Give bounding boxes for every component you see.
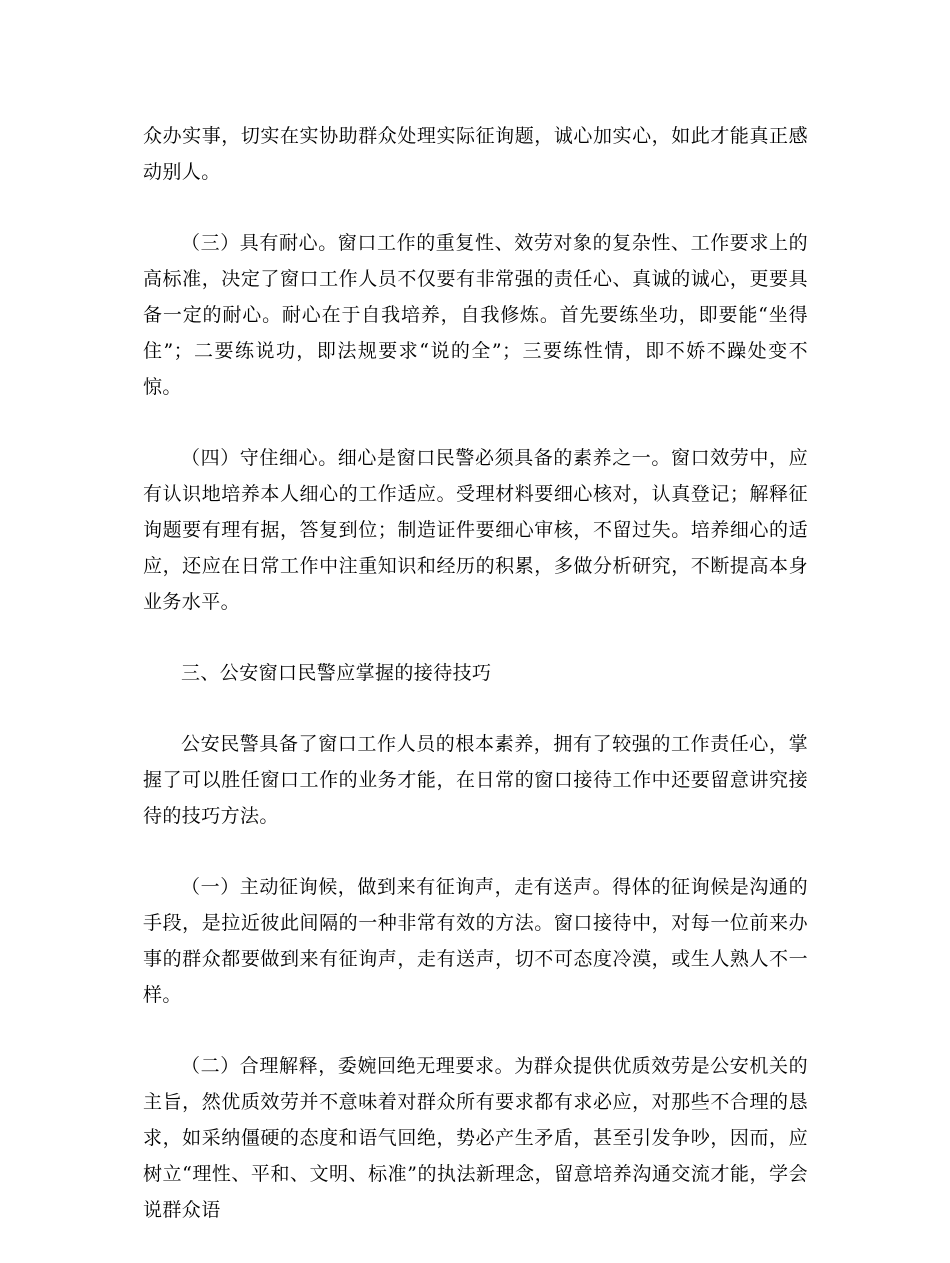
paragraph-continuation: 众办实事，切实在实协助群众处理实际征询题，诚心加实心，如此才能真正感动别人。 — [143, 125, 808, 183]
paragraph-carefulness: （四）守住细心。细心是窗口民警必须具备的素养之一。窗口效劳中，应有认识地培养本人细心的工作适应。受理材料要细心核对，认真登记；解释征询题要有理有据，答复到位；制造证件要细心审核，不留过失。培养细心的适应，还应在日常工作中注重知识和经历的积累，多做分析研究，不断提高本身业务水平。 — [143, 447, 808, 613]
document-body — [143, 118, 808, 1263]
paragraph-explanation: （二）合理解释，委婉回绝无理要求。为群众提供优质效劳是公安机关的主旨，然优质效劳并不意味着对群众所有要求都有求必应，对那些不合理的恳求，如采纳僵硬的态度和语气回绝，势必产生矛盾，甚至引发争吵，因而，应树立“理性、平和、文明、标准”的执法新理念，留意培养沟通交流才能，学会说群众语 — [143, 1055, 808, 1221]
paragraph-intro-skills: 公安民警具备了窗口工作人员的根本素养，拥有了较强的工作责任心，掌握了可以胜任窗口工作的业务才能，在日常的窗口接待工作中还要留意讲究接待的技巧方法。 — [143, 733, 808, 827]
paragraph-patience: （三）具有耐心。窗口工作的重复性、效劳对象的复杂性、工作要求上的高标准，决定了窗口工作人员不仅要有非常强的责任心、真诚的诚心，更要具备一定的耐心。耐心在于自我培养，自我修炼。首先要练坐功，即要能“坐得住”；二要练说功，即法规要求“说的全”；三要练性情，即不娇不躁处变不惊。 — [143, 232, 808, 398]
paragraph-greeting: （一）主动征询候，做到来有征询声，走有送声。得体的征询候是沟通的手段，是拉近彼此间隔的一种非常有效的方法。窗口接待中，对每一位前来办事的群众都要做到来有征询声，走有送声，切不可态度冷漠，或生人熟人不一样。 — [143, 876, 808, 1006]
section-heading: 三、公安窗口民警应掌握的接待技巧 — [181, 662, 492, 684]
